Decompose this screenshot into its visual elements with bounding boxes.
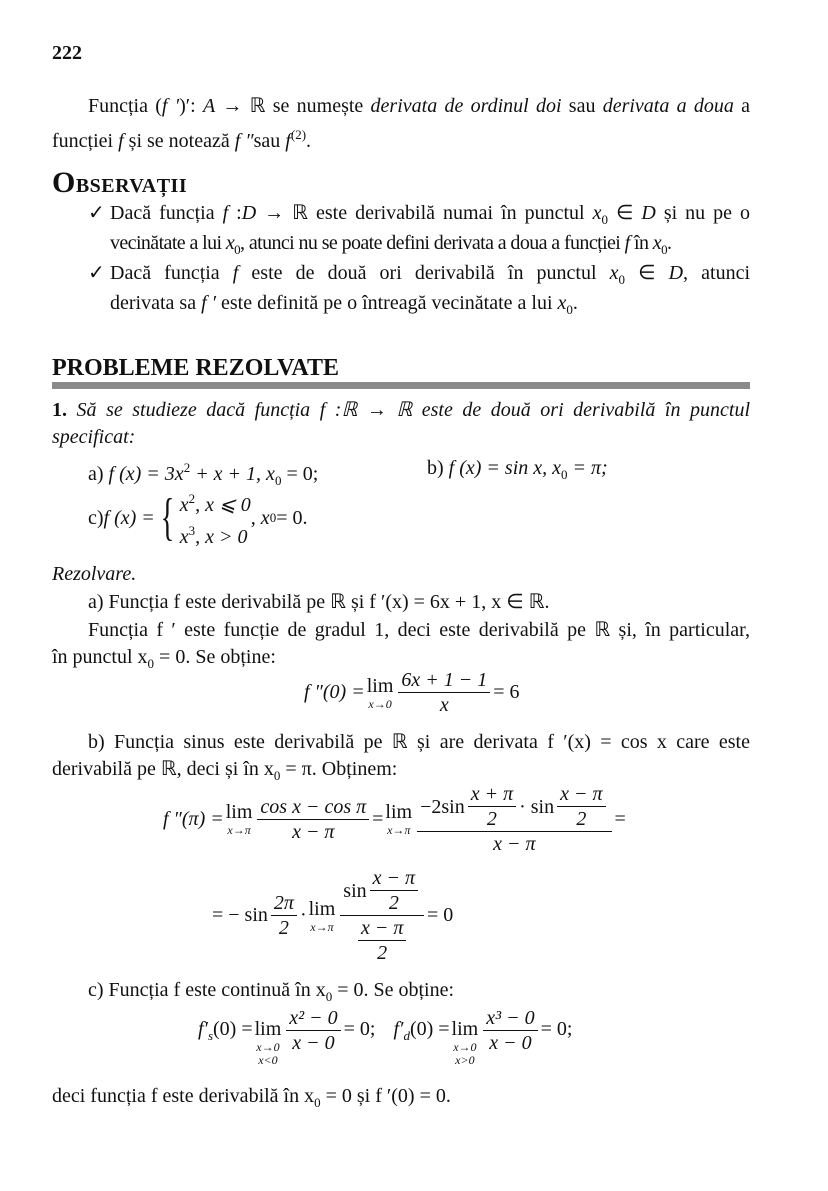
math: f ″(0) = <box>304 681 365 703</box>
math: D <box>641 202 656 224</box>
label: b) <box>427 457 449 479</box>
numerator: 2π <box>271 891 297 916</box>
solution-c-line-1 <box>88 978 750 1009</box>
denominator: x − π <box>292 820 335 843</box>
math: 0 <box>234 242 241 257</box>
math: f ″(π) = <box>163 807 224 830</box>
text: sau <box>561 95 603 117</box>
math: −2sin <box>420 795 465 818</box>
math: x <box>609 262 619 284</box>
case-2 <box>180 518 251 550</box>
case-1 <box>180 486 251 518</box>
numerator: x³ − 0 <box>483 1006 537 1031</box>
text: a <box>733 95 750 117</box>
math: 0 <box>314 1095 321 1110</box>
math: x <box>179 526 189 548</box>
cases <box>180 486 251 550</box>
math: f (x) = sin x, x <box>448 457 562 479</box>
numerator: x − π <box>358 916 406 941</box>
solution-b-line-1: b) Funcția sinus este derivabilă pe ℝ și are derivata f ′(x) = cos x care este <box>88 731 750 753</box>
math: 0 <box>566 302 573 317</box>
limit-subscript: x→0 <box>256 1040 280 1054</box>
heading-initial: O <box>52 166 76 199</box>
denominator: 2 <box>278 917 289 939</box>
problem-statement-line-1 <box>52 398 750 422</box>
problem-part-c <box>88 486 307 550</box>
math: , x <box>250 506 270 529</box>
limit-subscript: x→π <box>310 919 334 934</box>
page-number: 222 <box>52 42 82 64</box>
math: = 0; <box>343 1018 376 1040</box>
text: Dacă funcția <box>110 262 233 284</box>
numerator <box>417 782 611 832</box>
math: D <box>668 262 684 284</box>
text: deci funcția f este derivabilă în x <box>52 1085 315 1107</box>
section-divider <box>52 382 750 389</box>
text: este de două ori derivabilă în punctul <box>238 262 610 284</box>
text: în <box>629 232 653 254</box>
text: = 0 și f ′(0) = 0. <box>320 1085 451 1107</box>
checkmark-icon: ✓ <box>88 262 105 284</box>
limit-subscript: x→π <box>387 823 411 837</box>
math: f′ <box>198 1018 208 1040</box>
math: 0 <box>147 656 155 671</box>
text: Să se studieze dacă funcția f :ℝ → ℝ este de două ori derivabilă în punctul <box>67 399 750 421</box>
observation-1-line-2 <box>110 231 750 262</box>
limit-subscript: x>0 <box>455 1053 475 1067</box>
denominator: 2 <box>377 942 388 964</box>
limit-subscript: x<0 <box>258 1053 278 1067</box>
intro-line-2 <box>52 123 750 153</box>
denominator: x <box>439 694 449 716</box>
math: sin <box>343 879 367 902</box>
text: . <box>572 292 578 314</box>
numerator: x − π <box>370 866 418 891</box>
math: f <box>222 202 229 224</box>
lhs <box>394 1018 450 1044</box>
math: · sin <box>519 795 555 818</box>
solution-conclusion <box>52 1084 750 1115</box>
math: · <box>299 904 307 926</box>
fraction <box>398 668 490 717</box>
lhs <box>198 1018 253 1044</box>
equation-1 <box>304 668 520 717</box>
equation-4 <box>198 1006 572 1067</box>
solution-label <box>52 562 750 586</box>
math: 2 <box>183 460 191 475</box>
math: = 0; <box>540 1018 573 1040</box>
denominator: 2 <box>576 808 587 830</box>
numerator: x + π <box>468 782 516 807</box>
denominator: x − 0 <box>292 1032 335 1054</box>
lim: lim <box>225 801 253 823</box>
text: = 0. Se obține: <box>154 646 276 668</box>
text: → ℝ se numește <box>215 95 371 117</box>
math: 0 <box>601 212 608 227</box>
math: f (x) = <box>103 506 155 529</box>
math: , x ⩽ 0 <box>195 494 251 516</box>
fraction <box>557 782 605 831</box>
label: c) <box>88 506 104 529</box>
fraction <box>358 916 406 965</box>
math: 0 <box>325 989 333 1004</box>
lim: lim <box>366 674 394 697</box>
text: = π. Obținem: <box>280 758 398 780</box>
term: derivata a doua <box>602 95 734 117</box>
math: d <box>403 1028 410 1043</box>
math: x <box>557 292 567 314</box>
intro-line-1 <box>88 94 750 118</box>
math: 0 <box>561 467 568 482</box>
denominator: 2 <box>388 892 399 914</box>
math: 0 <box>274 473 282 488</box>
math: f ′ <box>161 95 180 117</box>
solution-a-line-1: a) Funcția f este derivabilă pe ℝ și f ′(x) = 6x + 1, x ∈ ℝ. <box>88 591 550 613</box>
text: c) Funcția f este continuă în x <box>88 979 326 1001</box>
text: , atunci <box>683 262 750 284</box>
math: = − sin <box>212 904 268 926</box>
text: sau <box>253 130 286 152</box>
numerator <box>340 866 424 916</box>
denominator: x − π <box>493 833 536 855</box>
limit-subscript: x→0 <box>368 696 392 711</box>
lim: lim <box>385 801 413 823</box>
math: (0) = <box>409 1018 450 1040</box>
math: f <box>624 232 630 254</box>
text: Rezolvare. <box>52 563 137 585</box>
observation-1-line-1 <box>110 201 750 232</box>
fraction <box>340 866 424 965</box>
text: = 0. Se obține: <box>332 979 455 1001</box>
text: Funcția ( <box>88 95 162 117</box>
math: s <box>207 1028 213 1043</box>
math: f′ <box>393 1018 404 1040</box>
fraction <box>468 782 516 831</box>
text: vecinătate a lui <box>110 232 226 254</box>
text: derivata sa <box>110 292 202 314</box>
limit <box>385 801 412 837</box>
section-title: PROBLEME REZOLVATE <box>52 355 339 381</box>
equation-2 <box>163 782 626 856</box>
math: 3 <box>188 523 196 538</box>
text: este definită pe o întreagă vecinătate a lui <box>216 292 558 314</box>
math: 0 <box>661 242 667 257</box>
math: f ′ <box>201 292 217 314</box>
text: în punctul x <box>52 646 148 668</box>
text: )′: <box>179 95 203 117</box>
math: = 0. <box>276 506 308 529</box>
math: = 0 <box>427 904 454 926</box>
fraction <box>483 1006 537 1055</box>
math: 0 <box>269 510 277 525</box>
text: Dacă funcția <box>110 202 223 224</box>
text: funcției <box>52 130 119 152</box>
math: 0 <box>618 272 625 287</box>
text: , atunci nu se poate defini derivata a doua a funcției <box>240 232 625 254</box>
numerator: x² − 0 <box>286 1006 340 1031</box>
math: + x + 1, x <box>190 463 275 485</box>
math: f ″ <box>234 130 254 152</box>
math: f <box>285 130 291 152</box>
math: x <box>592 202 602 224</box>
denominator <box>355 916 409 965</box>
term: derivata de ordinul doi <box>370 95 562 117</box>
equation-3 <box>212 866 453 965</box>
numerator: cos x − cos π <box>257 795 369 820</box>
limit <box>255 1018 282 1067</box>
math: (0) = <box>213 1018 253 1040</box>
text: ∈ <box>625 262 669 284</box>
text: și se notează <box>123 130 235 152</box>
limit <box>309 898 336 934</box>
math: x <box>652 232 662 254</box>
math: = <box>614 807 626 830</box>
math: , x > 0 <box>195 526 248 548</box>
math: = <box>372 807 384 830</box>
fraction <box>370 866 418 915</box>
math: A <box>202 95 216 117</box>
observation-2-line-2 <box>110 291 750 322</box>
problem-part-b <box>427 456 727 487</box>
limit <box>452 1018 479 1067</box>
denominator: 2 <box>486 808 497 830</box>
math: x <box>225 232 235 254</box>
lim: lim <box>308 897 336 920</box>
text: ∈ <box>607 202 642 224</box>
fraction <box>417 782 611 856</box>
fraction <box>257 795 369 844</box>
denominator: x − 0 <box>489 1032 532 1054</box>
math: (2) <box>290 127 307 142</box>
observations-heading <box>52 166 187 200</box>
limit-subscript: x→0 <box>453 1040 477 1054</box>
math: f <box>118 130 124 152</box>
numerator: 6x + 1 − 1 <box>398 668 490 693</box>
math: f (x) = 3x <box>108 463 184 485</box>
limit <box>367 675 394 711</box>
math: = 6 <box>493 681 520 703</box>
label: a) <box>88 463 109 485</box>
limit-subscript: x→π <box>227 823 251 837</box>
text: . <box>666 232 672 254</box>
text: și nu pe o <box>655 202 751 224</box>
math: = π; <box>567 457 608 479</box>
solution-a-line-2: Funcția f ′ este funcție de gradul 1, deci este derivabilă pe ℝ și, în particular, <box>88 619 750 641</box>
brace: { <box>160 489 175 546</box>
math: 2 <box>188 491 196 506</box>
problem-statement-line-2 <box>52 425 750 449</box>
heading-rest: BSERVAȚII <box>75 175 188 197</box>
math: = 0; <box>281 463 319 485</box>
math: 0 <box>273 768 281 783</box>
text: : <box>228 202 242 224</box>
lim: lim <box>451 1018 479 1040</box>
problem-number: 1. <box>52 399 67 421</box>
observation-2-line-1 <box>110 261 750 292</box>
text: specificat: <box>52 426 136 448</box>
lim: lim <box>254 1018 282 1040</box>
text: . <box>306 130 312 152</box>
math: D <box>241 202 257 224</box>
text: derivabilă pe ℝ, deci și în x <box>52 758 274 780</box>
math: f <box>232 262 239 284</box>
fraction <box>286 1006 340 1055</box>
text: → ℝ este derivabilă numai în punctul <box>256 202 593 224</box>
checkmark-icon: ✓ <box>88 202 105 224</box>
fraction <box>271 891 297 940</box>
math: x <box>179 494 189 516</box>
numerator: x − π <box>557 782 605 807</box>
limit <box>226 801 253 837</box>
